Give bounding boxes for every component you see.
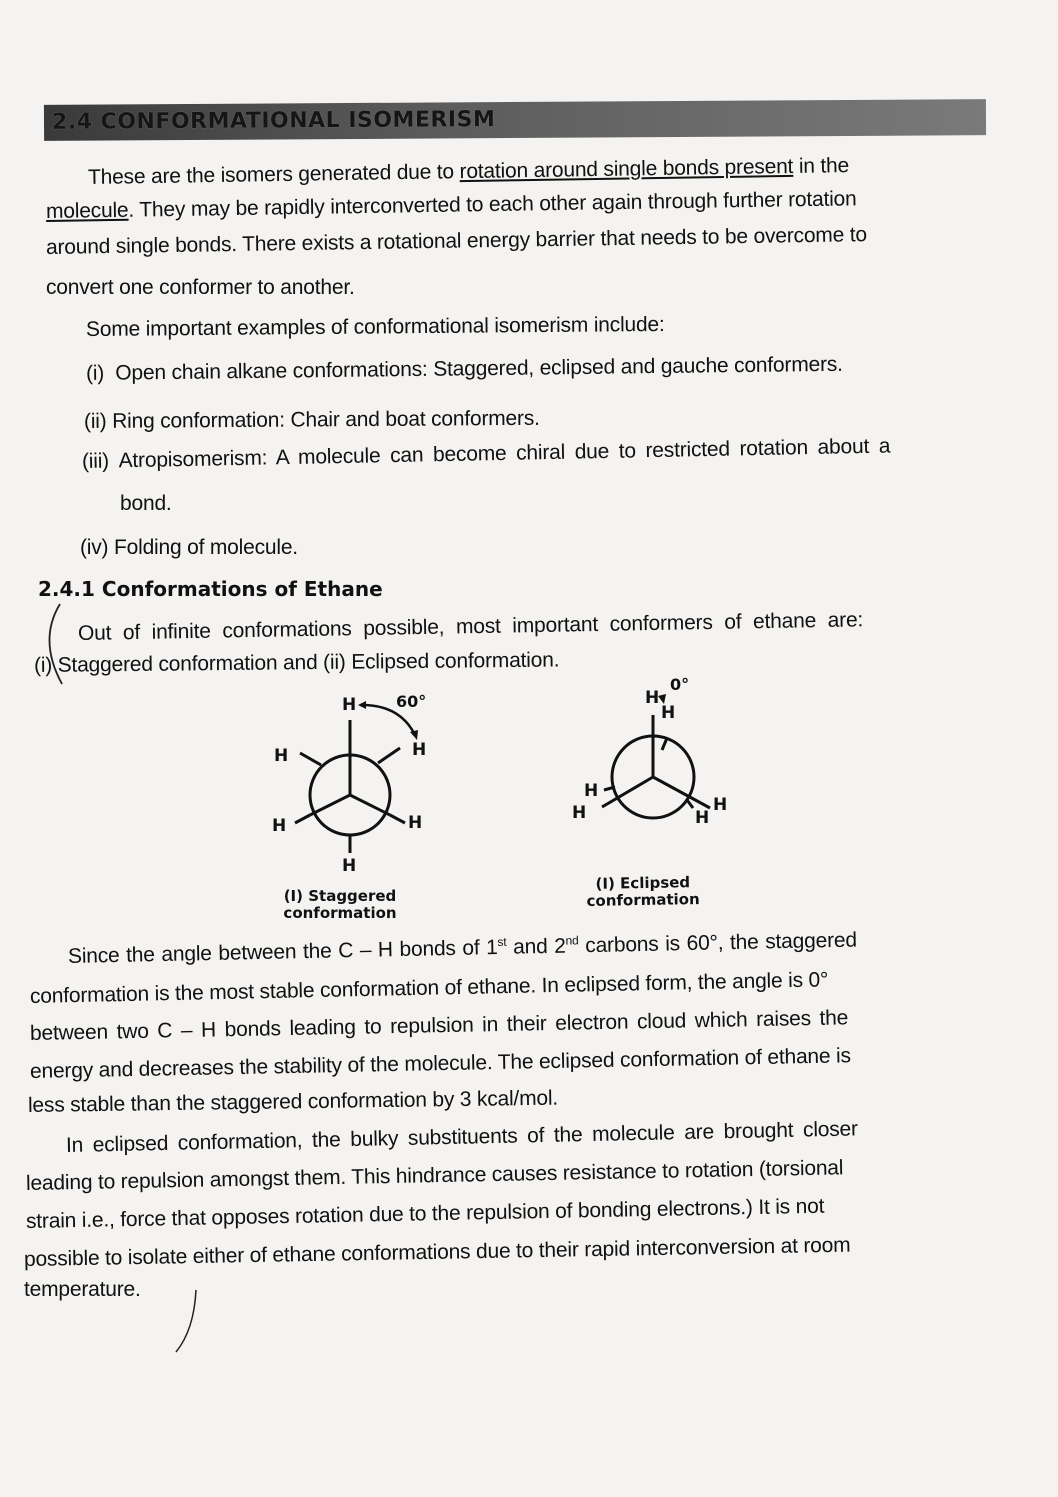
subsection-intro-2: (i) Staggered conformation and (ii) Eclipsed conformation. [33,648,560,677]
angle-label-0: 0° [670,675,690,694]
atom-label-h: H [342,856,357,876]
example-continuation: bond. [120,492,172,515]
intro-text: in the [793,154,850,178]
underlined-text: molecule [45,198,129,223]
para-text: carbons is 60°, the staggered [578,928,858,958]
para-text: and 2 [506,934,566,959]
angle-label-60: 60° [396,692,427,711]
atom-label-h: H [695,808,710,828]
subsection-title: 2.4.1 Conformations of Ethane [38,577,383,601]
atom-label-h: H [272,816,287,836]
para1-line-4: energy and decreases the stability of the molecule. The eclipsed conformation of ethane is [29,1044,852,1083]
atom-label-h: H [274,746,289,766]
para2-line-3: strain i.e., force that opposes rotation due to the repulsion of bonding electrons.) It is not [25,1194,825,1233]
section-title: 2.4 CONFORMATIONAL ISOMERISM [51,107,496,135]
example-text: Atropisomerism: A molecule can become chiral due to restricted rotation about a [118,434,891,473]
intro-text: These are the isomers generated due to [87,160,460,189]
caption-line: conformation [283,904,397,922]
caption-line: (I) Staggered [283,887,397,905]
example-number: (iii) [81,449,110,473]
atom-label-h: H [584,781,599,801]
para1-line-2: conformation is the most stable conformation of ethane. In eclipsed form, the angle is 0° [29,968,829,1008]
caption-line: (I) Eclipsed [595,873,691,893]
para1-line-5: less stable than the staggered conformation by 3 kcal/mol. [27,1086,559,1117]
underlined-text: rotation around single bonds present [459,154,794,184]
superscript: nd [565,933,579,948]
example-number: (i) [85,361,105,385]
intro-line-3: around single bonds. There exists a rotational energy barrier that needs to be overcome to [45,223,868,259]
example-number: (ii) [83,409,107,433]
example-number: (iv) [80,536,109,559]
atom-label-h: H [408,813,423,833]
para-text: Since the angle between the C – H bonds of 1 [67,936,498,968]
para2-line-5: temperature. [24,1278,141,1301]
para2-line-4: possible to isolate either of ethane conformations due to their rapid interconversion at room [23,1233,851,1271]
intro-line-4: convert one conformer to another. [46,276,355,299]
example-text: Open chain alkane conformations: Staggered, eclipsed and gauche conformers. [115,352,843,385]
example-text: Folding of molecule. [114,536,298,559]
caption-line: conformation [586,890,700,910]
atom-label-h: H [412,740,427,760]
atom-label-h: H [713,795,728,815]
example-text: Ring conformation: Chair and boat conformers. [112,406,540,433]
atom-label-h: H [661,703,676,723]
para1-line-3: between two C – H bonds leading to repulsion in their electron cloud which raises the [29,1006,849,1045]
atom-label-h: H [572,803,587,823]
subsection-intro-1: Out of infinite conformations possible, most important conformers of ethane are: [77,608,864,645]
para2-line-1: In eclipsed conformation, the bulky substituents of the molecule are brought closer [65,1117,859,1157]
para2-line-2: leading to repulsion amongst them. This hindrance causes resistance to rotation (torsional [25,1156,844,1195]
superscript: st [497,934,507,950]
atom-label-h: H [645,688,660,708]
intro-text: . They may be rapidly interconverted to each other again through further rotation [128,187,857,222]
atom-label-h: H [342,695,357,715]
examples-intro: Some important examples of conformational isomerism include: [85,312,665,341]
